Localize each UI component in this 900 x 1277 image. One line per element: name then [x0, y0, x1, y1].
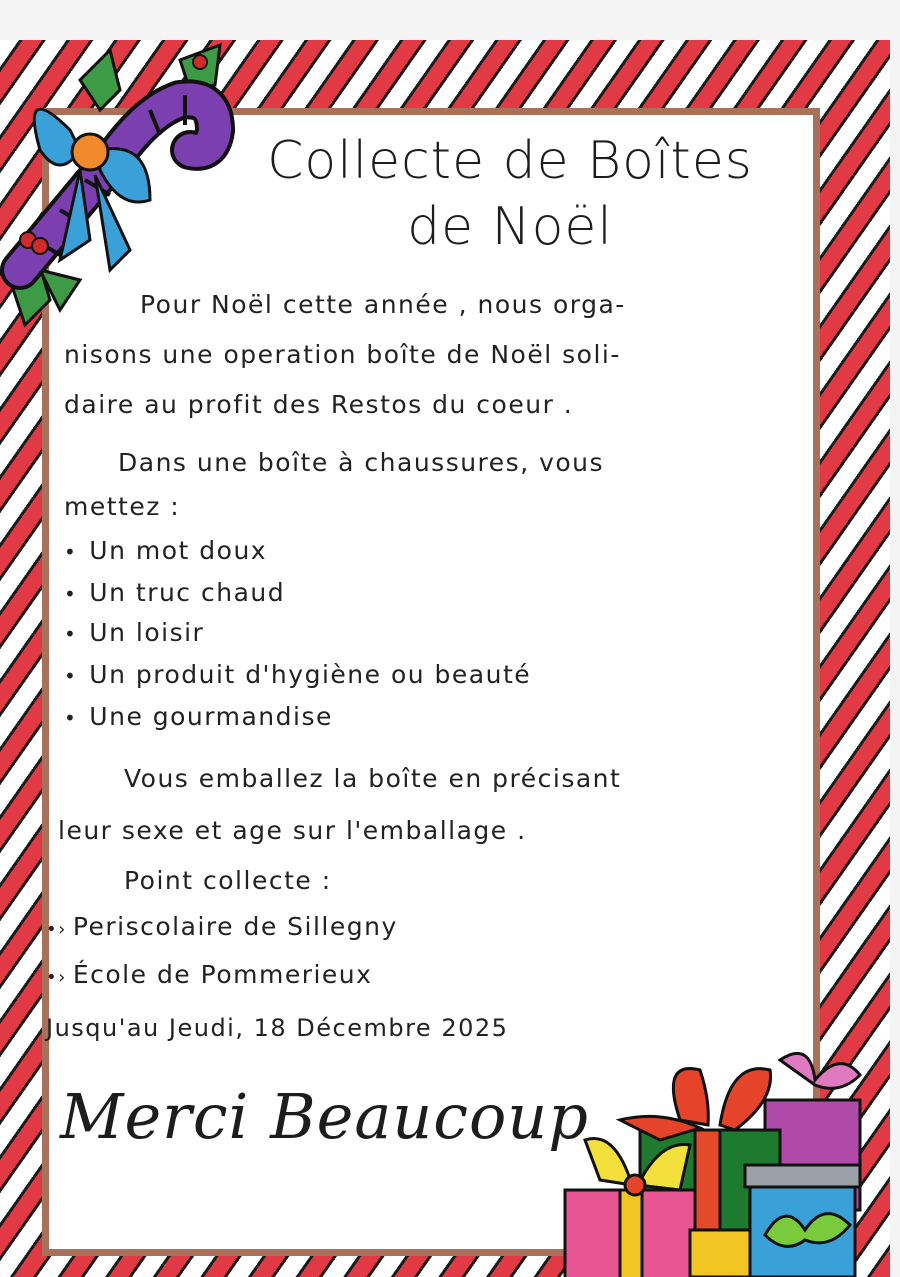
title-line-2: de Noël — [407, 197, 613, 257]
arrow-bullet-icon: •› — [46, 967, 67, 988]
bullet-dot-icon: • — [64, 706, 78, 730]
poster-title — [200, 128, 820, 260]
bullet-dot-icon: • — [64, 664, 78, 688]
collection-heading: Point collecte : — [124, 866, 332, 895]
list-item: • Un mot doux — [64, 536, 268, 565]
collection-place: •› École de Pommerieux — [46, 960, 373, 989]
instructions-line-1: Dans une boîte à chaussures, vous — [118, 448, 605, 477]
collection-place: •› Periscolaire de Sillegny — [46, 912, 398, 941]
instructions-line-2: mettez : — [64, 492, 181, 521]
list-item: • Un loisir — [64, 618, 205, 647]
bullet-dot-icon: • — [64, 582, 78, 606]
list-item: • Un produit d'hygiène ou beauté — [64, 660, 532, 689]
bullet-dot-icon: • — [64, 540, 78, 564]
arrow-bullet-icon: •› — [46, 919, 67, 940]
wrapping-line-2: leur sexe et age sur l'emballage . — [58, 816, 527, 845]
gift-boxes-icon — [560, 1040, 870, 1277]
intro-line-1: Pour Noël cette année , nous orga- — [140, 290, 626, 319]
list-item: • Une gourmandise — [64, 702, 333, 731]
title-line-1: Collecte de Boîtes — [267, 131, 753, 191]
bullet-dot-icon: • — [64, 622, 78, 646]
intro-line-2: nisons une operation boîte de Noël soli- — [64, 340, 621, 369]
signature: Merci Beaucoup — [60, 1080, 589, 1153]
intro-line-3: daire au profit des Restos du coeur . — [64, 390, 574, 419]
list-item: • Un truc chaud — [64, 578, 286, 607]
wrapping-line-1: Vous emballez la boîte en précisant — [124, 764, 622, 793]
deadline: Jusqu'au Jeudi, 18 Décembre 2025 — [46, 1014, 509, 1042]
